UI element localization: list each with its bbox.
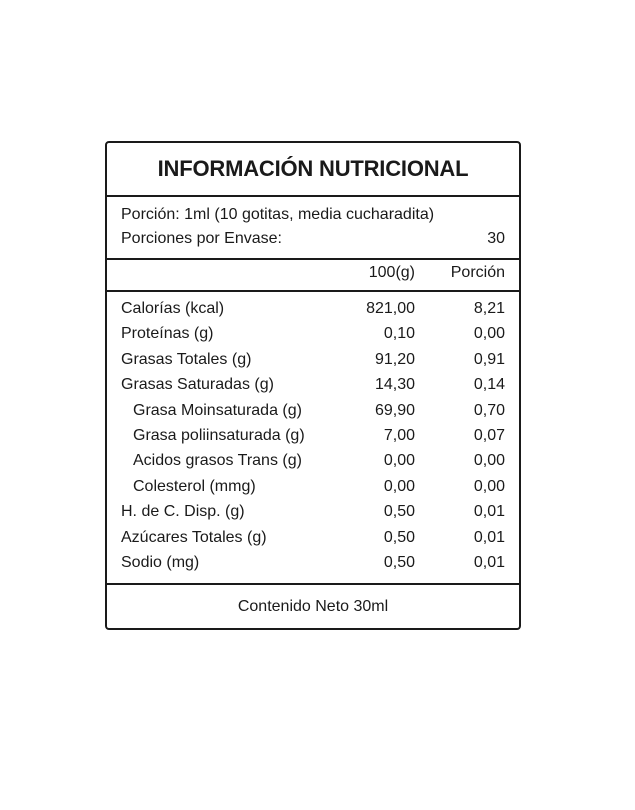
nutrient-table	[107, 300, 519, 579]
nutrient-per100: 0,00	[383, 452, 415, 470]
nutrient-row-colesterol	[107, 478, 519, 503]
nutrient-name: Colesterol (mmg)	[133, 477, 256, 495]
nutrient-row-proteinas	[107, 325, 519, 350]
nutrient-portion: 0,07	[473, 426, 505, 444]
label-title: INFORMACIÓN NUTRICIONAL	[107, 143, 519, 197]
nutrient-row-grasa-poliinsaturada	[107, 427, 519, 452]
serving-section	[107, 195, 519, 260]
nutrient-portion: 0,01	[473, 503, 505, 521]
nutrient-portion: 0,01	[473, 553, 505, 571]
net-content: Contenido Neto 30ml	[107, 583, 519, 628]
nutrient-name: H. de C. Disp. (g)	[121, 503, 245, 521]
servings-per-container	[121, 230, 505, 248]
column-header-portion: Porción	[450, 264, 505, 281]
nutrient-portion: 0,00	[473, 477, 505, 495]
nutrient-name: Sodio (mg)	[121, 553, 200, 571]
nutrient-portion: 0,14	[473, 376, 505, 394]
nutrient-row-calorias	[107, 300, 519, 325]
nutrient-per100: 91,20	[374, 350, 415, 368]
nutrient-per100: 0,50	[383, 528, 415, 546]
nutrient-row-hc-disp	[107, 503, 519, 528]
nutrition-label	[105, 141, 521, 630]
nutrient-portion: 0,70	[473, 401, 505, 419]
nutrient-name: Azúcares Totales (g)	[121, 528, 267, 546]
nutrient-row-acidos-trans	[107, 452, 519, 477]
servings-label: Porciones por Envase:	[121, 230, 282, 247]
nutrient-per100: 0,00	[383, 477, 415, 495]
nutrient-name: Calorías (kcal)	[121, 300, 225, 317]
nutrient-per100: 821,00	[366, 300, 415, 317]
nutrient-per100: 0,10	[383, 325, 415, 343]
nutrient-per100: 0,50	[383, 503, 415, 521]
nutrient-name: Grasa poliinsaturada (g)	[133, 426, 305, 444]
nutrient-portion: 8,21	[473, 300, 505, 317]
column-header-per100: 100(g)	[368, 264, 415, 281]
nutrient-row-grasas-saturadas	[107, 376, 519, 401]
nutrient-row-grasa-moinsaturada	[107, 402, 519, 427]
nutrient-per100: 7,00	[383, 426, 415, 444]
nutrient-per100: 14,30	[374, 376, 415, 394]
servings-value: 30	[487, 230, 505, 247]
nutrient-name: Proteínas (g)	[121, 325, 214, 343]
nutrient-name: Grasa Moinsaturada (g)	[133, 401, 302, 419]
nutrient-row-azucares	[107, 529, 519, 554]
nutrient-portion: 0,91	[473, 350, 505, 368]
nutrient-name: Grasas Totales (g)	[121, 350, 252, 368]
nutrient-name: Grasas Saturadas (g)	[121, 376, 274, 394]
nutrient-portion: 0,00	[473, 325, 505, 343]
nutrient-row-grasas-totales	[107, 351, 519, 376]
nutrient-portion: 0,01	[473, 528, 505, 546]
portion-size: Porción: 1ml (10 gotitas, media cucharadita)	[121, 206, 435, 223]
nutrient-per100: 69,90	[374, 401, 415, 419]
nutrient-per100: 0,50	[383, 553, 415, 571]
nutrient-portion: 0,00	[473, 452, 505, 470]
nutrient-name: Acidos grasos Trans (g)	[133, 452, 302, 470]
nutrient-row-sodio	[107, 554, 519, 579]
column-header	[107, 258, 519, 292]
